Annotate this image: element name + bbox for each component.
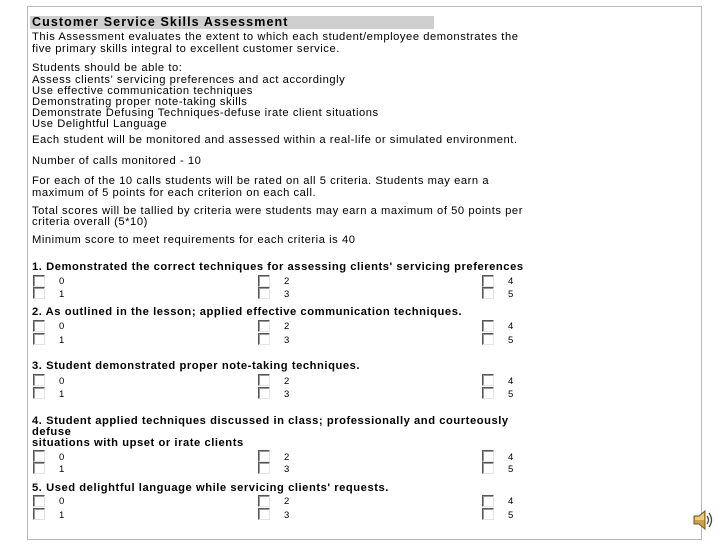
question-4-text: defuse — [32, 426, 72, 438]
option-label: 3 — [284, 335, 290, 346]
checkbox-q4-2[interactable] — [258, 450, 270, 462]
checkbox-q1-3[interactable] — [258, 287, 270, 299]
checkbox-q4-5[interactable] — [482, 462, 494, 474]
skill-item: Demonstrating proper note-taking skills — [32, 96, 248, 108]
option-label: 5 — [508, 510, 514, 521]
option-label: 2 — [284, 321, 290, 332]
skill-item: Use Delightful Language — [32, 118, 168, 130]
checkbox-q1-1[interactable] — [33, 287, 45, 299]
checkbox-q2-4[interactable] — [482, 320, 494, 332]
skills-heading: Students should be able to: — [32, 62, 183, 74]
option-label: 2 — [284, 452, 290, 463]
question-3-text: 3. Student demonstrated proper note-taking techniques. — [32, 360, 361, 372]
option-label: 0 — [59, 496, 65, 507]
checkbox-q5-2[interactable] — [258, 495, 270, 507]
skill-item: Use effective communication techniques — [32, 85, 253, 97]
checkbox-q5-1[interactable] — [33, 508, 45, 520]
intro-line: This Assessment evaluates the extent to which each student/employee demonstrates the — [32, 31, 519, 43]
rating-line: maximum of 5 points for each criterion on each call. — [32, 187, 317, 199]
checkbox-q2-3[interactable] — [258, 333, 270, 345]
question-2-text: 2. As outlined in the lesson; applied effective communication techniques. — [32, 306, 463, 318]
minimum-line: Minimum score to meet requirements for each criteria is 40 — [32, 234, 356, 246]
option-label: 3 — [284, 389, 290, 400]
option-label: 3 — [284, 464, 290, 475]
checkbox-q4-3[interactable] — [258, 462, 270, 474]
option-label: 2 — [284, 276, 290, 287]
checkbox-q3-2[interactable] — [258, 374, 270, 386]
question-5-text: 5. Used delightful language while servicing clients' requests. — [32, 482, 389, 494]
checkbox-q4-0[interactable] — [33, 450, 45, 462]
question-4-text: situations with upset or irate clients — [32, 437, 244, 449]
option-label: 2 — [284, 496, 290, 507]
option-label: 0 — [59, 321, 65, 332]
option-label: 4 — [508, 376, 514, 387]
option-label: 1 — [59, 464, 65, 475]
option-label: 1 — [59, 510, 65, 521]
checkbox-q2-1[interactable] — [33, 333, 45, 345]
rating-line: For each of the 10 calls students will be rated on all 5 criteria. Students may earn a — [32, 175, 490, 187]
checkbox-q5-0[interactable] — [33, 495, 45, 507]
checkbox-q1-4[interactable] — [482, 275, 494, 287]
checkbox-q4-1[interactable] — [33, 462, 45, 474]
skill-item: Assess clients' servicing preferences and act accordingly — [32, 74, 346, 86]
option-label: 5 — [508, 389, 514, 400]
skill-item: Demonstrate Defusing Techniques-defuse irate client situations — [32, 107, 379, 119]
checkbox-q3-4[interactable] — [482, 374, 494, 386]
option-label: 0 — [59, 276, 65, 287]
checkbox-q2-5[interactable] — [482, 333, 494, 345]
option-label: 1 — [59, 289, 65, 300]
option-label: 1 — [59, 335, 65, 346]
calls-line: Number of calls monitored - 10 — [32, 155, 202, 167]
checkbox-q1-2[interactable] — [258, 275, 270, 287]
option-label: 3 — [284, 289, 290, 300]
option-label: 0 — [59, 452, 65, 463]
option-label: 4 — [508, 452, 514, 463]
speaker-icon[interactable] — [692, 508, 714, 532]
checkbox-q3-5[interactable] — [482, 387, 494, 399]
checkbox-q5-4[interactable] — [482, 495, 494, 507]
totals-line: criteria overall (5*10) — [32, 216, 148, 228]
option-label: 4 — [508, 496, 514, 507]
checkbox-q3-3[interactable] — [258, 387, 270, 399]
option-label: 5 — [508, 335, 514, 346]
totals-line: Total scores will be tallied by criteria were students may earn a maximum of 50 points per — [32, 205, 523, 217]
option-label: 5 — [508, 464, 514, 475]
checkbox-q5-3[interactable] — [258, 508, 270, 520]
intro-line: five primary skills integral to excellent customer service. — [32, 43, 340, 55]
checkbox-q3-0[interactable] — [33, 374, 45, 386]
monitoring-line: Each student will be monitored and assessed within a real-life or simulated environment. — [32, 134, 518, 146]
checkbox-q1-0[interactable] — [33, 275, 45, 287]
checkbox-q5-5[interactable] — [482, 508, 494, 520]
option-label: 4 — [508, 276, 514, 287]
option-label: 4 — [508, 321, 514, 332]
checkbox-q4-4[interactable] — [482, 450, 494, 462]
checkbox-q1-5[interactable] — [482, 287, 494, 299]
question-1-text: 1. Demonstrated the correct techniques for assessing clients' servicing preferences — [32, 261, 524, 273]
option-label: 2 — [284, 376, 290, 387]
checkbox-q2-0[interactable] — [33, 320, 45, 332]
option-label: 0 — [59, 376, 65, 387]
option-label: 3 — [284, 510, 290, 521]
question-4-text: 4. Student applied techniques discussed in class; professionally and courteously — [32, 415, 509, 427]
checkbox-q3-1[interactable] — [33, 387, 45, 399]
checkbox-q2-2[interactable] — [258, 320, 270, 332]
option-label: 1 — [59, 389, 65, 400]
option-label: 5 — [508, 289, 514, 300]
page-title: Customer Service Skills Assessment — [30, 16, 434, 29]
